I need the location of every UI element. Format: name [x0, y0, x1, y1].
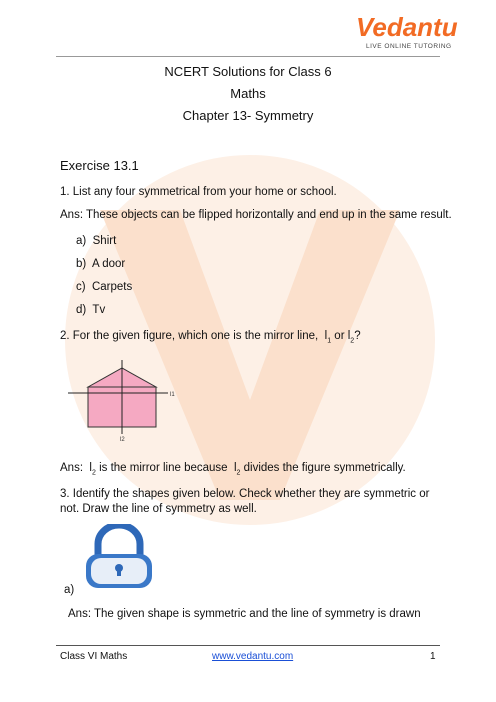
list-text: Tv: [92, 304, 106, 316]
footer-page-number: 1: [430, 651, 436, 662]
vedantu-logo: [348, 8, 478, 52]
q2-question: 2. For the given figure, which one is the mirror line, $l_1$ or $l_2$?: [60, 330, 361, 345]
list-marker: c): [76, 281, 86, 293]
doc-chapter: Chapter 13- Symmetry: [182, 108, 314, 123]
list-item: [76, 258, 125, 270]
list-item: [76, 235, 116, 247]
q3-figure-label: a): [64, 584, 75, 596]
footer-rule: [56, 645, 440, 646]
list-text: Shirt: [92, 235, 117, 247]
exercise-heading: Exercise 13.1: [60, 158, 139, 173]
svg-text:Vedantu: Vedantu: [356, 12, 458, 42]
list-marker: b): [76, 258, 87, 270]
doc-title: NCERT Solutions for Class 6: [164, 64, 332, 79]
doc-subject: Maths: [230, 86, 266, 101]
header-rule: [56, 56, 440, 57]
q1-answer: Ans: These objects can be flipped horizontally and end up in the same result.: [60, 209, 452, 221]
list-item: [76, 304, 105, 316]
list-item: [76, 281, 132, 293]
lock-icon: [80, 524, 158, 590]
footer-left: Class VI Maths: [60, 651, 128, 662]
svg-text:l1: l1: [170, 392, 175, 398]
footer-website-link[interactable]: www.vedantu.com: [212, 651, 294, 662]
house-figure: [64, 360, 184, 442]
svg-text:LIVE ONLINE TUTORING: LIVE ONLINE TUTORING: [366, 43, 452, 50]
list-marker: a): [76, 235, 87, 247]
list-text: Carpets: [91, 281, 133, 293]
q3-question-line2: not. Draw the line of symmetry as well.: [60, 503, 257, 515]
q2-answer: Ans: $l_2$ is the mirror line because $l_2$ divides the figure symmetrically.: [60, 462, 406, 477]
svg-text:l2: l2: [120, 437, 125, 442]
footer-link-wrap: [212, 651, 293, 662]
list-text: A door: [92, 258, 126, 270]
q3-answer: Ans: The given shape is symmetric and the line of symmetry is drawn: [68, 608, 421, 620]
q3-question-line1: 3. Identify the shapes given below. Check whether they are symmetric or: [60, 488, 430, 500]
list-marker: d): [76, 304, 87, 316]
q1-question: 1. List any four symmetrical from your home or school.: [60, 186, 337, 198]
